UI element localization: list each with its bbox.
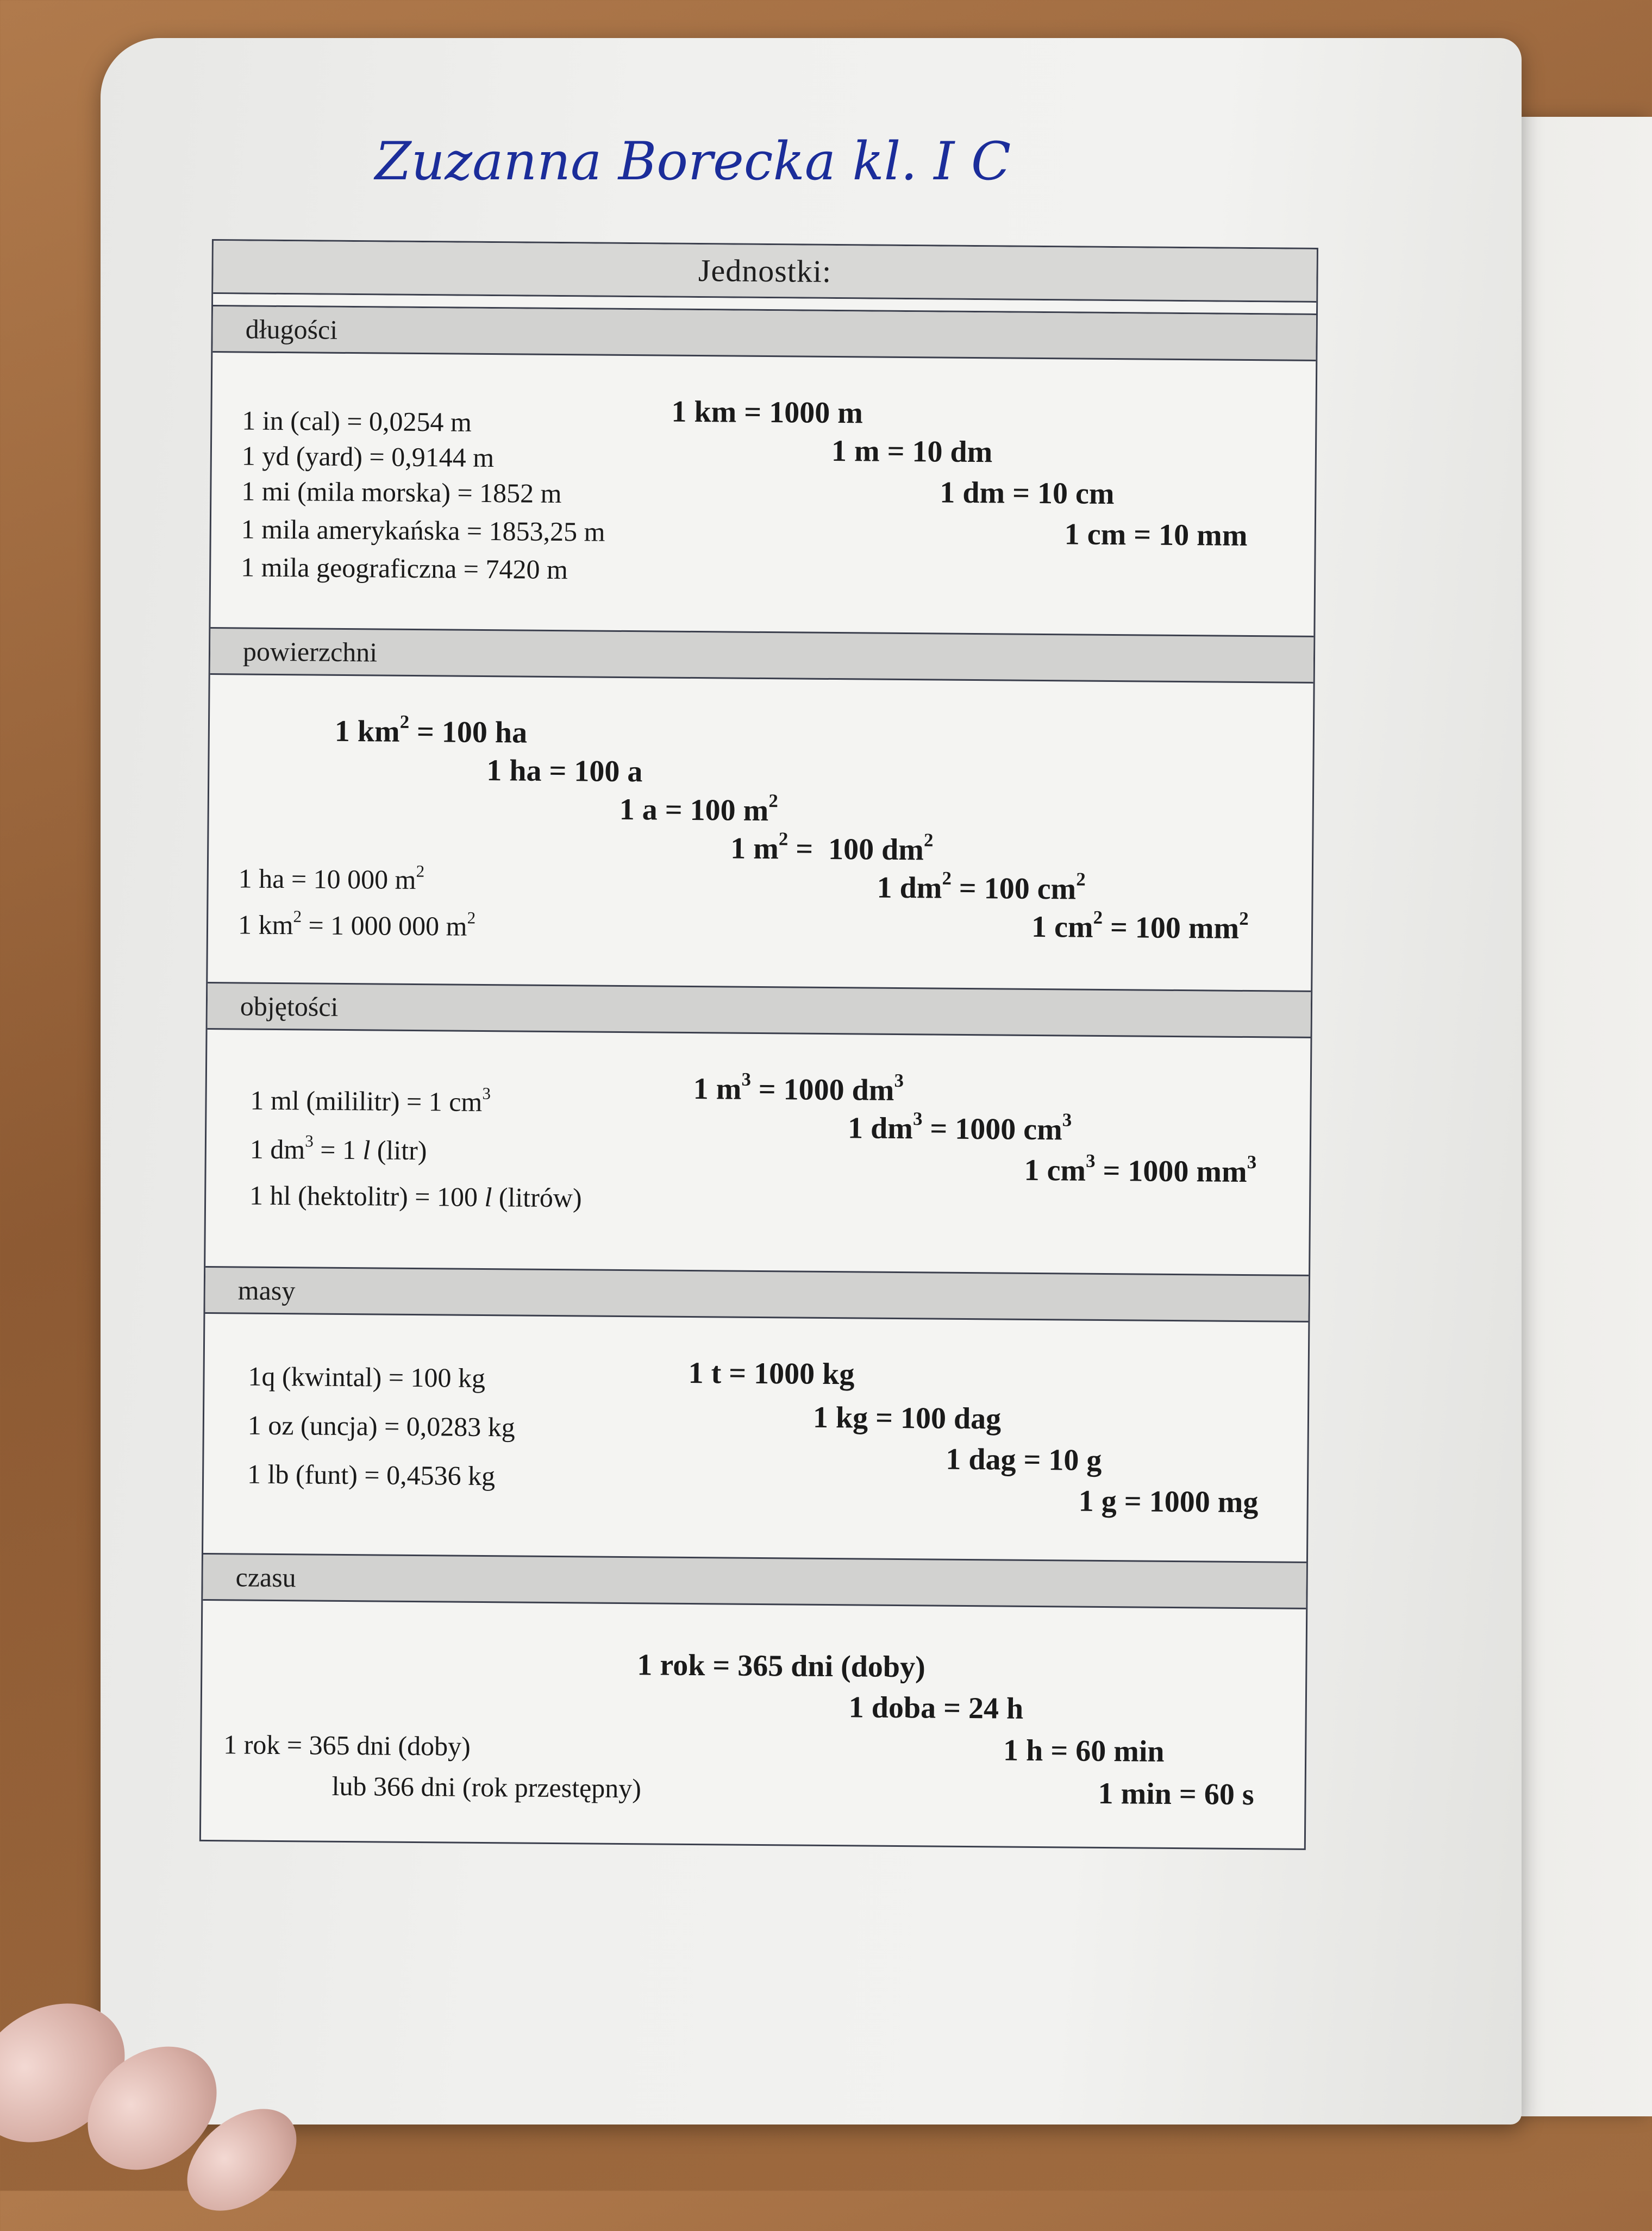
section-body-time: [201, 1601, 1306, 1848]
mass-left-1: 1q (kwintal) = 100 kg: [248, 1361, 486, 1394]
section-header-volume: objętości: [208, 983, 1311, 1038]
section-body-mass: [203, 1314, 1308, 1563]
length-left-5: 1 mila geograficzna = 7420 m: [241, 552, 568, 585]
section-body-length: [210, 353, 1316, 637]
length-left-4: 1 mila amerykańska = 1853,25 m: [241, 513, 605, 547]
mass-right-1: 1 t = 1000 kg: [688, 1356, 855, 1392]
area-right-5: 1 $dm^2 = 100$ $cm^2$: [877, 867, 1086, 906]
area-right-3: 1 a = 100 $m^2$: [619, 790, 778, 828]
time-right-4: 1 min = 60 s: [1098, 1776, 1254, 1812]
time-right-3: 1 h = 60 min: [1003, 1733, 1165, 1769]
units-sheet: [199, 239, 1337, 1851]
mass-left-3: 1 lb (funt) = 0,4536 kg: [247, 1458, 496, 1491]
mass-right-3: 1 dag = 10 g: [946, 1442, 1102, 1477]
handwritten-name-text: Zuzanna Borecka kl. I C: [375, 131, 1011, 192]
length-right-4: 1 cm = 10 mm: [1064, 517, 1248, 553]
area-left-2: 1 $km^2 = 1$ 000 000 $m^2$: [237, 906, 476, 942]
area-right-4: 1 $m^2 = 100$ $dm^2$: [730, 828, 934, 867]
time-left-1: 1 rok = 365 dni (doby): [223, 1729, 471, 1762]
length-left-2: 1 yd (yard) = 0,9144 m: [241, 440, 495, 473]
length-right-1: 1 km = 1000 m: [671, 394, 863, 430]
mass-left-2: 1 oz (uncja) = 0,0283 kg: [247, 1409, 516, 1443]
area-right-2: 1 ha = 100 a: [486, 754, 643, 789]
handwritten-name: [370, 114, 1011, 212]
section-header-mass: masy: [205, 1268, 1309, 1323]
length-left-1: 1 in (cal) = 0,0254 m: [242, 405, 472, 437]
section-body-area: [208, 675, 1313, 992]
mass-right-2: 1 kg = 100 dag: [812, 1400, 1002, 1436]
section-header-length: długości: [212, 306, 1316, 361]
table-title: Jednostki:: [213, 241, 1317, 303]
section-header-time: czasu: [203, 1555, 1306, 1609]
volume-left-3: 1 hl (hektolitr) = 100 l (litrów): [249, 1180, 582, 1213]
volume-right-1: 1 $m^3 = 1000$ $dm^3$: [693, 1068, 904, 1107]
units-table: [199, 239, 1318, 1850]
volume-left-2: 1 $dm^3 = 1$ l (litr): [249, 1131, 427, 1166]
section-body-volume: [205, 1030, 1310, 1276]
volume-left-1: 1 ml (mililitr) = 1 $cm^3$: [250, 1083, 491, 1117]
time-right-2: 1 doba = 24 h: [848, 1690, 1024, 1726]
length-left-3: 1 mi (mila morska) = 1852 m: [241, 475, 562, 509]
time-right-1: 1 rok = 365 dni (doby): [637, 1648, 925, 1684]
mass-right-4: 1 g = 1000 mg: [1078, 1484, 1259, 1520]
area-right-1: 1 $km^2 = 100$ ha: [334, 711, 528, 750]
area-right-6: 1 $cm^2 = 100$ $mm^2$: [1031, 906, 1249, 945]
length-right-2: 1 m = 10 dm: [831, 434, 993, 469]
area-left-1: 1 ha = 10 000 $m^2$: [238, 861, 425, 895]
length-right-3: 1 dm = 10 cm: [940, 475, 1115, 511]
time-left-2: lub 366 dni (rok przestępny): [331, 1770, 642, 1804]
section-header-area: powierzchni: [210, 629, 1314, 684]
volume-right-2: 1 $dm^3 = 1000$ $cm^3$: [847, 1108, 1072, 1147]
volume-right-3: 1 $cm^3 = 1000$ $mm^3$: [1024, 1150, 1257, 1189]
